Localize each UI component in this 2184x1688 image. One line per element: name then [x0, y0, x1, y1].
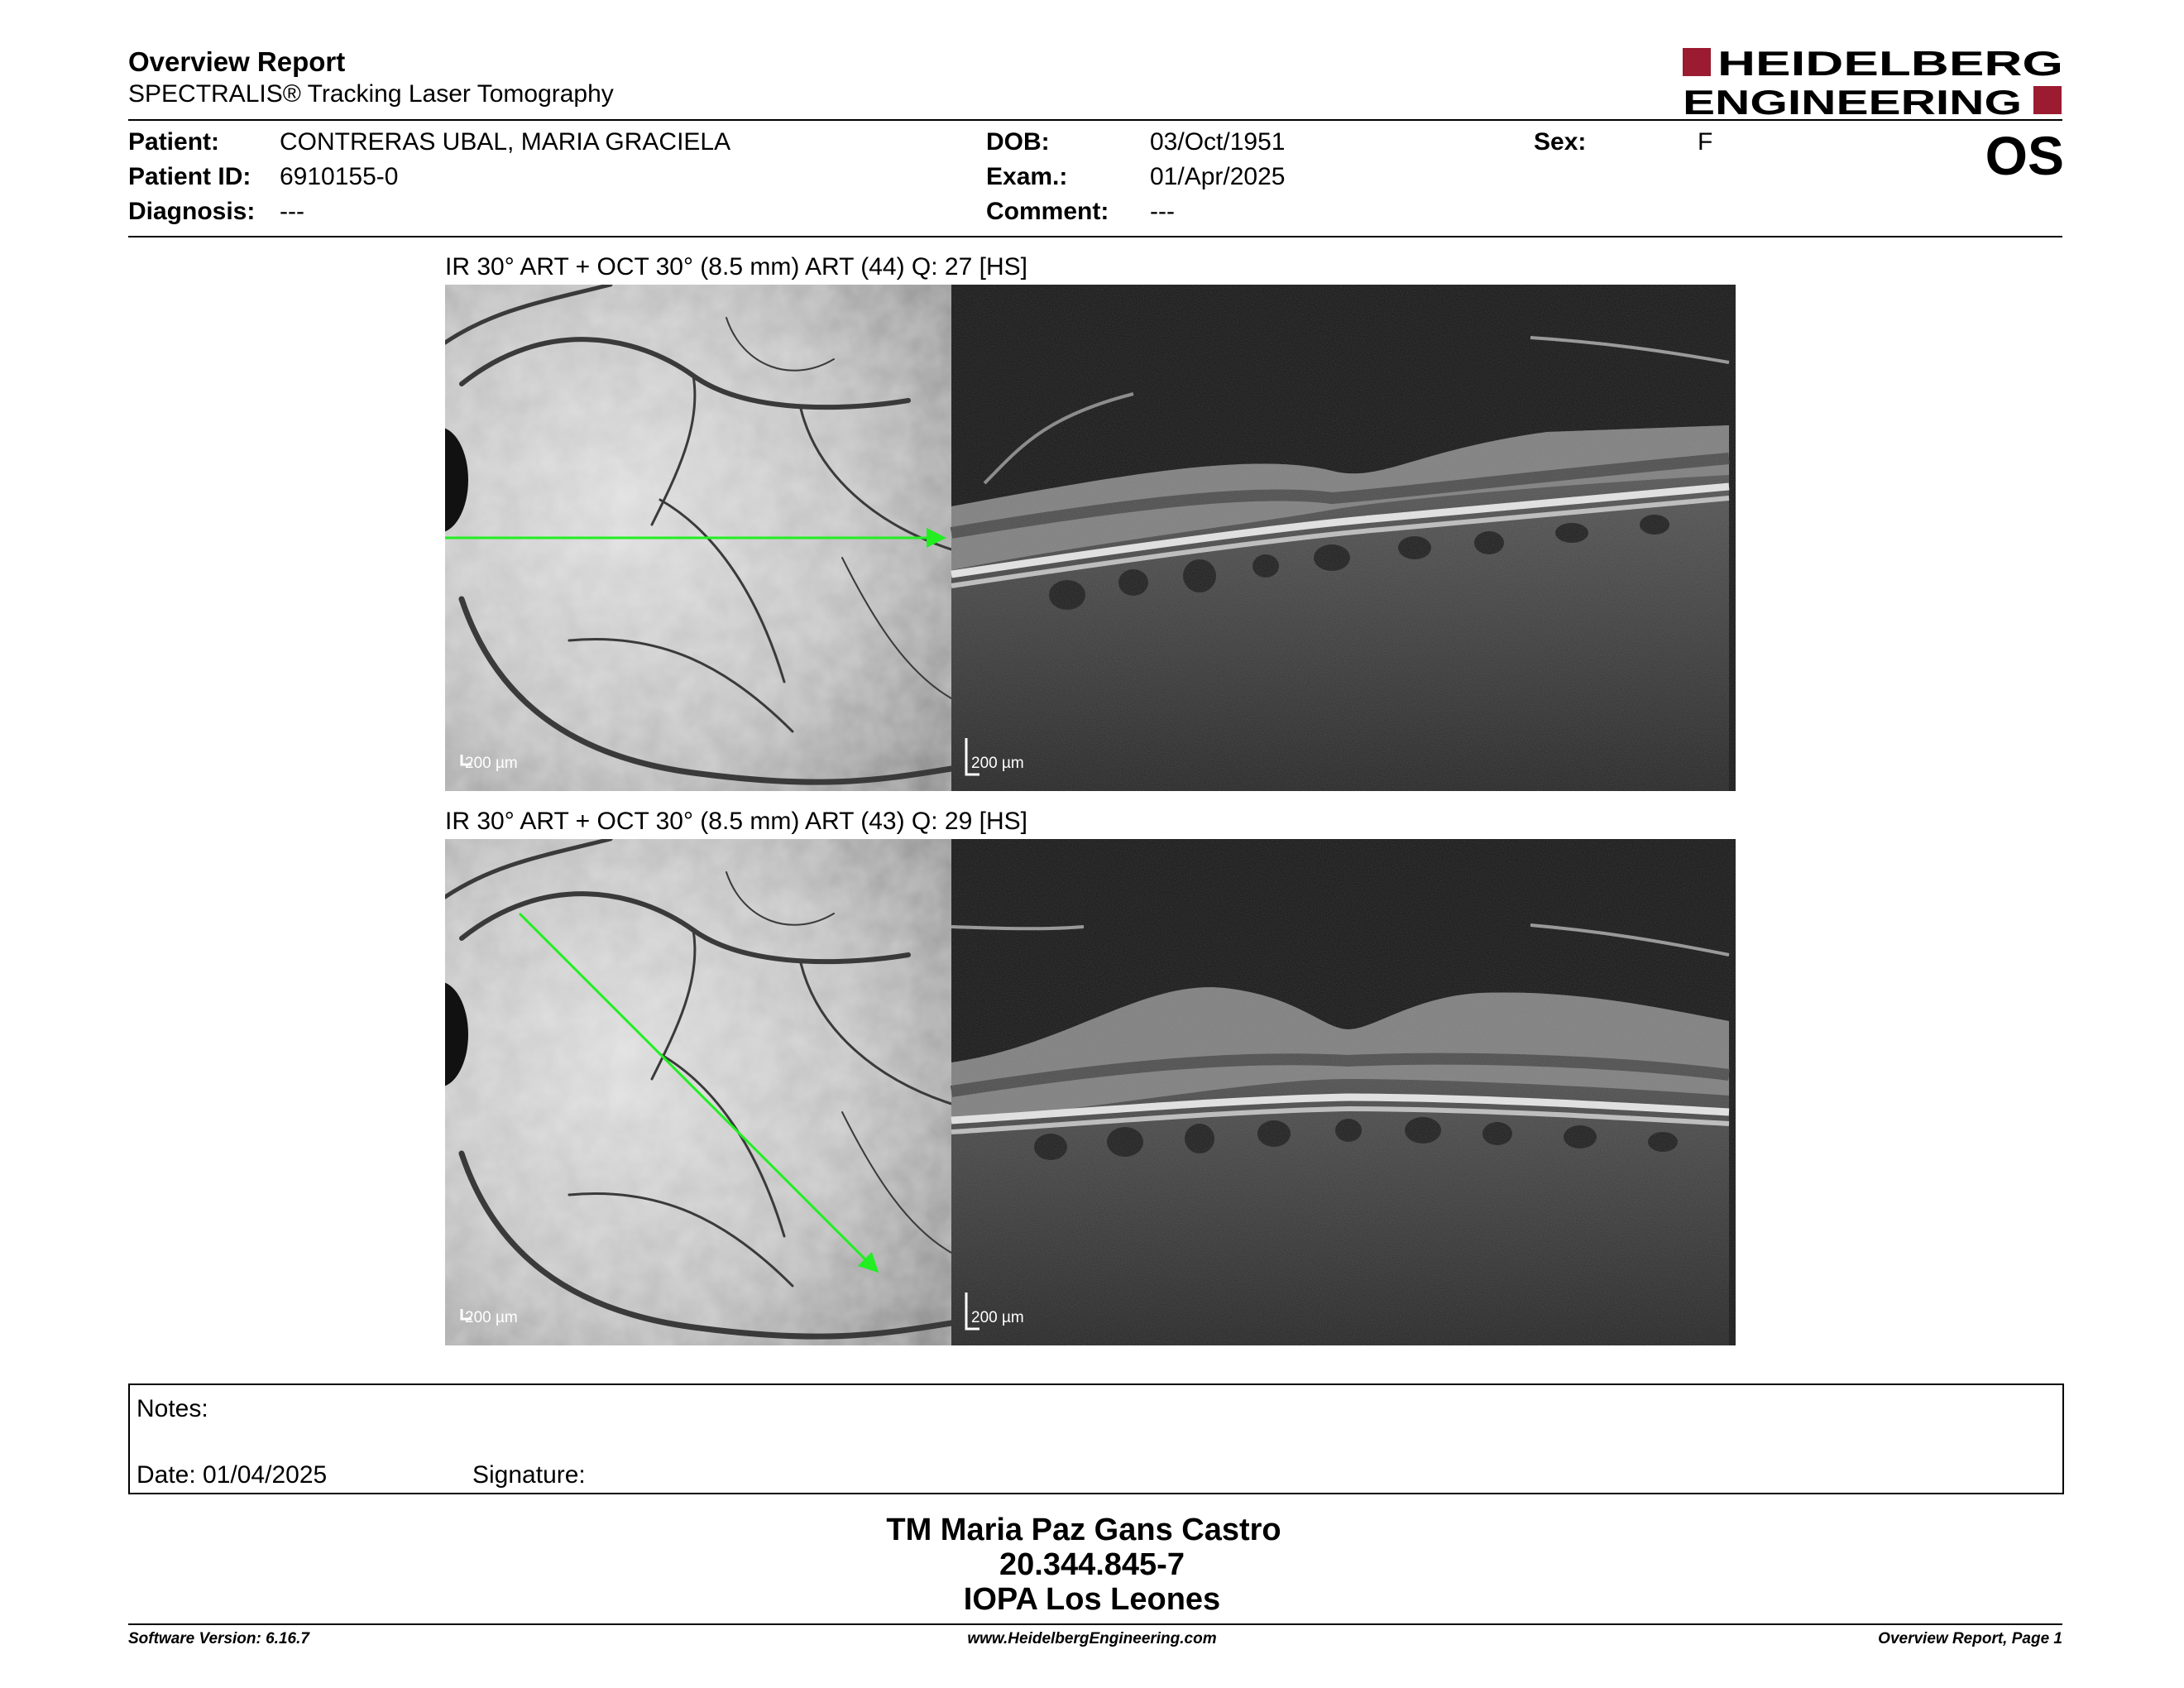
scan-2-caption: IR 30° ART + OCT 30° (8.5 mm) ART (43) Q: 29 [HS]	[445, 808, 1027, 835]
exam-date: 01/Apr/2025	[1150, 163, 1286, 190]
svg-text:ENGINEERING: ENGINEERING	[1683, 83, 2022, 117]
comment-label: Comment:	[986, 198, 1109, 225]
diagnosis-value: ---	[280, 198, 304, 225]
scan-1-oct-scale-label: 200 µm	[971, 755, 1024, 772]
signer-name: TM Maria Paz Gans Castro	[886, 1513, 1281, 1547]
patient-id-label: Patient ID:	[128, 163, 251, 190]
report-subtitle: SPECTRALIS® Tracking Laser Tomography	[128, 80, 614, 108]
scan-1-oct-bscan	[951, 285, 1736, 791]
scan-1-images	[445, 285, 1736, 791]
footer-divider	[128, 1623, 2062, 1625]
scan-2-ir-fundus-image	[445, 839, 951, 1345]
scan-2-oct-scale-label: 200 µm	[971, 1309, 1024, 1326]
signer-id: 20.344.845-7	[999, 1547, 1185, 1582]
eye-indicator: OS	[1985, 125, 2064, 186]
patient-id: 6910155-0	[280, 163, 399, 190]
scan-2-oct-bscan	[951, 839, 1736, 1345]
notes-box[interactable]	[128, 1383, 2064, 1494]
page-number: Overview Report, Page 1	[1878, 1630, 2062, 1647]
patient-divider	[128, 236, 2062, 237]
scan-1-ir-fundus-image	[445, 285, 951, 791]
signer-institution: IOPA Los Leones	[963, 1582, 1221, 1617]
svg-text:HEIDELBERG: HEIDELBERG	[1717, 45, 2063, 83]
scan-1-ir-scale-label: 200 µm	[465, 755, 518, 772]
sex-label: Sex:	[1534, 128, 1587, 156]
heidelberg-logo	[1683, 45, 2065, 117]
diagnosis-label: Diagnosis:	[128, 198, 256, 225]
scan-2-ir-scale-label: 200 µm	[465, 1309, 518, 1326]
scan-2-panel	[445, 839, 1736, 1345]
notes-label: Notes:	[136, 1395, 208, 1422]
dob-value: 03/Oct/1951	[1150, 128, 1286, 156]
patient-label: Patient:	[128, 128, 220, 156]
patient-name: CONTRERAS UBAL, MARIA GRACIELA	[280, 128, 731, 156]
report-title: Overview Report	[128, 46, 346, 77]
software-version: Software Version: 6.16.7	[128, 1630, 309, 1647]
scan-1-caption: IR 30° ART + OCT 30° (8.5 mm) ART (44) Q: 27 [HS]	[445, 253, 1027, 281]
signature-label: Signature:	[472, 1461, 586, 1489]
sex-value: F	[1698, 128, 1713, 156]
date-label: Date: 01/04/2025	[136, 1461, 328, 1489]
comment-value: ---	[1150, 198, 1175, 225]
dob-label: DOB:	[986, 128, 1050, 156]
header-divider	[128, 119, 2062, 121]
scan-2-images	[445, 839, 1736, 1345]
website-link[interactable]: www.HeidelbergEngineering.com	[967, 1630, 1217, 1647]
exam-label: Exam.:	[986, 163, 1068, 190]
scan-1-panel	[445, 285, 1736, 791]
